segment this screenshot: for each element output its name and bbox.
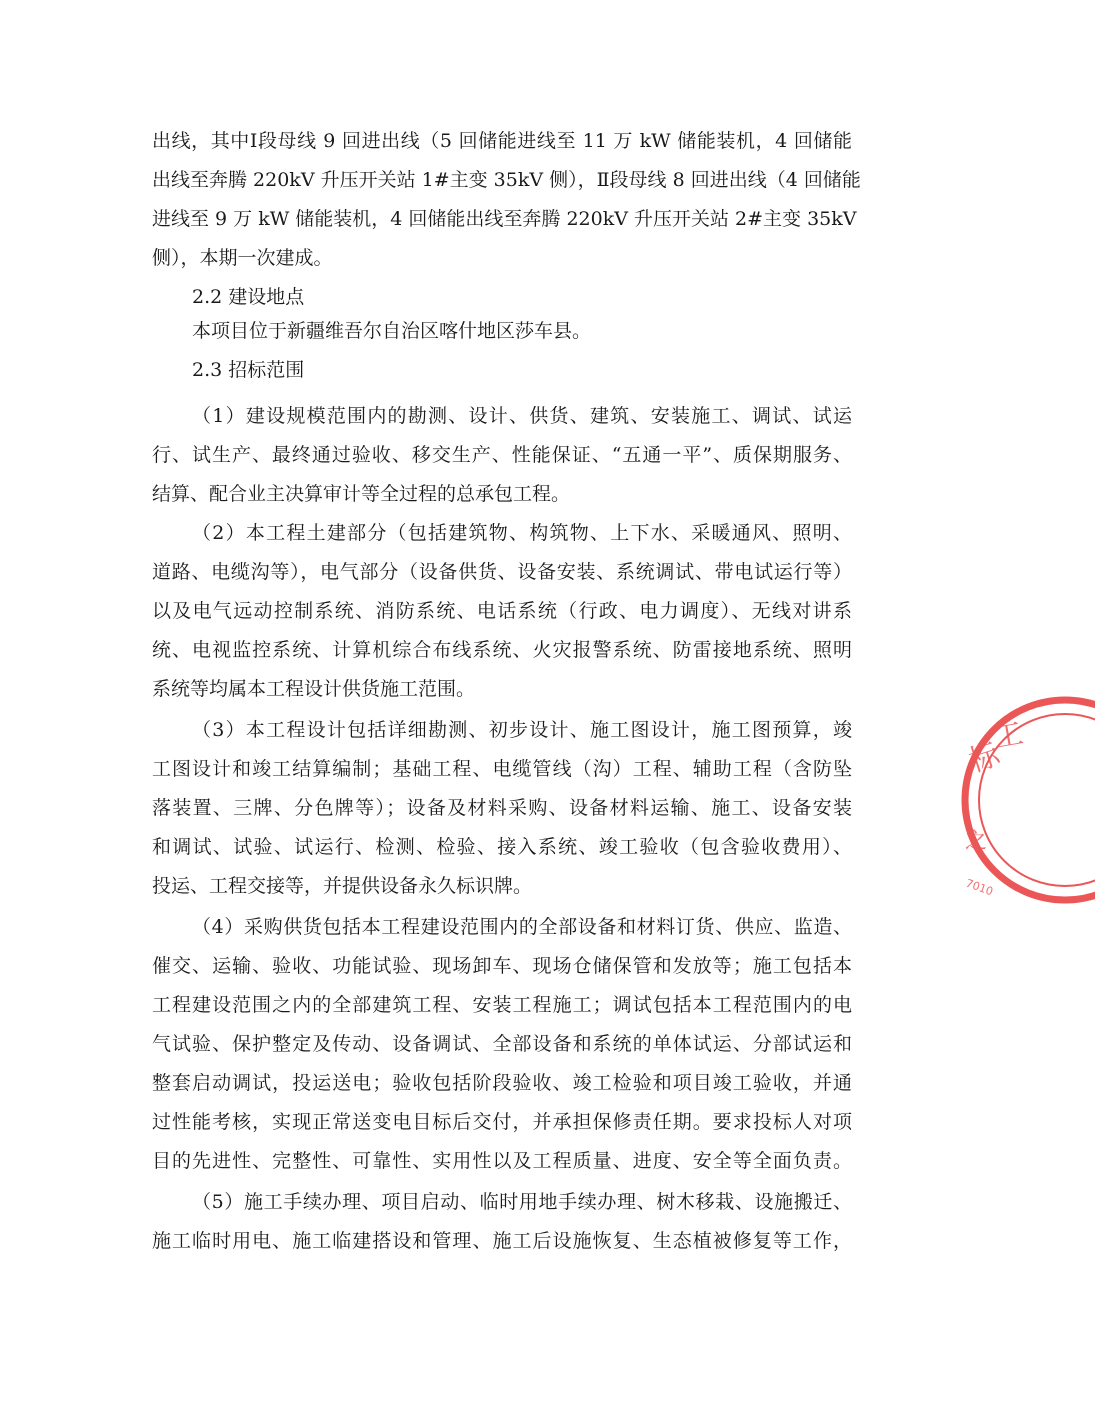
text-line: （4）采购供货包括本工程建设范围内的全部设备和材料订货、供应、监造、 [192,916,852,938]
section-heading-2-3: 2.3 招标范围 [192,359,305,381]
text-line: 整套启动调试，投运送电；验收包括阶段验收、竣工检验和项目竣工验收，并通 [152,1072,852,1094]
text-line: 行、试生产、最终通过验收、移交生产、性能保证、“五通一平”、质保期服务、 [152,444,852,466]
svg-text:之: 之 [965,829,988,854]
text-line: 道路、电缆沟等），电气部分（设备供货、设备安装、系统调试、带电试运行等） [152,561,852,583]
text-line: 系统等均属本工程设计供货施工范围。 [152,678,476,700]
location-text: 本项目位于新疆维吾尔自治区喀什地区莎车县。 [192,320,592,342]
text-line: 工图设计和竣工结算编制；基础工程、电缆管线（沟）工程、辅助工程（含防坠 [152,758,852,780]
svg-text:标: 标 [964,737,1005,780]
text-line: 和调试、试验、试运行、检测、检验、接入系统、竣工验收（包含验收费用）、 [152,836,852,858]
text-line: 施工临时用电、施工临建搭设和管理、施工后设施恢复、生态植被修复等工作， [152,1230,852,1252]
text-line: （2）本工程土建部分（包括建筑物、构筑物、上下水、采暖通风、照明、 [192,522,852,544]
text-line: 催交、运输、验收、功能试验、现场卸车、现场仓储保管和发放等；施工包括本 [152,955,852,977]
text-line: 工程建设范围之内的全部建筑工程、安装工程施工；调试包括本工程范围内的电 [152,994,852,1016]
text-line: 侧），本期一次建成。 [152,247,333,269]
text-line: 过性能考核，实现正常送变电目标后交付，并承担保修责任期。要求投标人对项 [152,1111,852,1133]
text-line: 目的先进性、完整性、可靠性、实用性以及工程质量、进度、安全等全面负责。 [152,1150,852,1172]
text-line: 出线，其中Ⅰ段母线 9 回进出线（5 回储能进线至 11 万 kW 储能装机，4 回储能 [152,130,852,152]
section-heading-2-2: 2.2 建设地点 [192,286,305,308]
text-line: 进线至 9 万 kW 储能装机，4 回储能出线至奔腾 220kV 升压开关站 2#主变 35kV [152,208,857,230]
text-line: （5）施工手续办理、项目启动、临时用地手续办理、树木移栽、设施搬迁、 [192,1191,852,1213]
text-line: 气试验、保护整定及传动、设备调试、全部设备和系统的单体试运、分部试运和 [152,1033,852,1055]
text-line: 落装置、三牌、分色牌等）；设备及材料采购、设备材料运输、施工、设备安装 [152,797,852,819]
svg-text:7010: 7010 [963,876,995,899]
text-line: （3）本工程设计包括详细勘测、初步设计、施工图设计，施工图预算，竣 [192,719,852,741]
text-line: 统、电视监控系统、计算机综合布线系统、火灾报警系统、防雷接地系统、照明 [152,639,852,661]
company-seal-stamp [955,690,1095,910]
text-line: 投运、工程交接等，并提供设备永久标识牌。 [152,875,533,897]
text-line: （1）建设规模范围内的勘测、设计、供货、建筑、安装施工、调试、试运 [192,405,852,427]
text-line: 结算、配合业主决算审计等全过程的总承包工程。 [152,483,571,505]
text-line: 出线至奔腾 220kV 升压开关站 1#主变 35kV 侧），Ⅱ段母线 8 回进出线（4 回储能 [152,169,861,191]
svg-text:工: 工 [990,716,1026,756]
text-line: 以及电气远动控制系统、消防系统、电话系统（行政、电力调度）、无线对讲系 [152,600,852,622]
